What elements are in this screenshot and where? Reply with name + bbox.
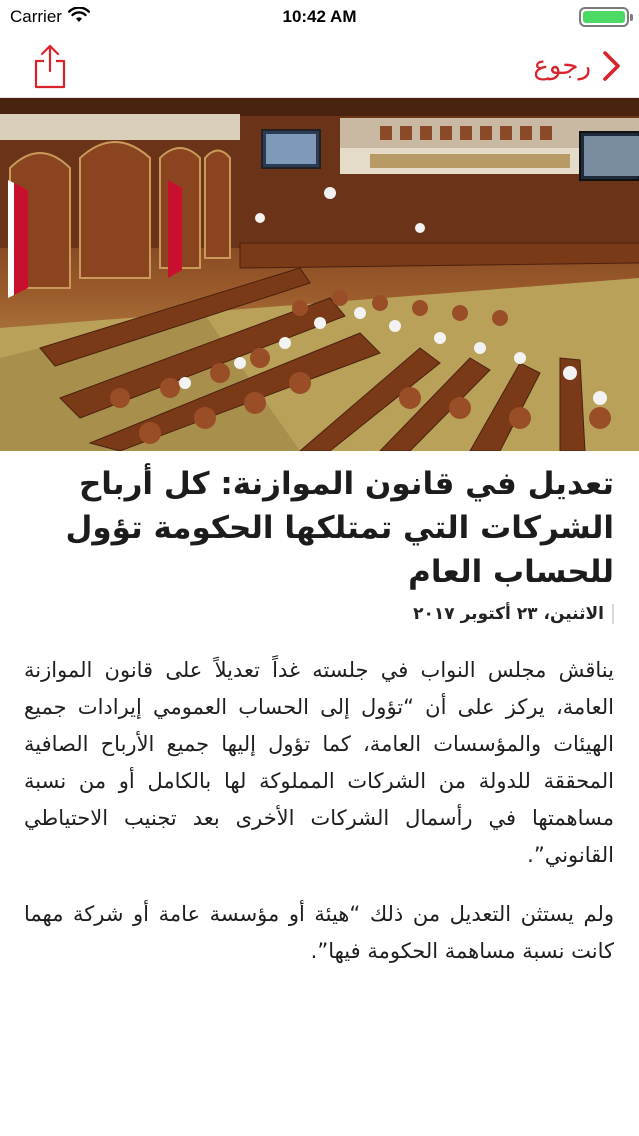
status-time: 10:42 AM — [282, 7, 357, 26]
article-paragraph: يناقش مجلس النواب في جلسته غداً تعديلاً على قانون الموازنة العامة، يركز على أن “تؤول إلى الحساب العمومي إيرادات جميع الهيئات والمؤسسات العامة، كما تؤول إليها جميع الأرباح الصافية المحققة للدولة من الشركات المملوكة لها بالكامل أو من نسبة مساهمتها في رأسمال الشركات الأخرى بعد تجنيب الاحتياطي القانوني”. — [24, 658, 614, 867]
back-button[interactable] — [533, 50, 621, 82]
carrier-label: Carrier — [10, 7, 62, 26]
status-right — [579, 7, 629, 27]
article-date: الاثنين، ٢٣ أكتوبر ٢٠١٧ — [413, 604, 614, 624]
article-headline: تعديل في قانون الموازنة: كل أرباح الشركات التي تمتلكها الحكومة تؤول للحساب العام — [65, 466, 614, 590]
parliament-chamber-photo — [0, 98, 639, 451]
chevron-right-icon — [601, 50, 621, 82]
article-hero-image — [0, 98, 639, 451]
share-icon — [33, 43, 67, 89]
status-bar — [0, 0, 639, 34]
back-label: رجوع — [533, 50, 591, 81]
status-left — [10, 7, 90, 28]
wifi-icon — [68, 7, 90, 28]
article — [24, 462, 614, 970]
share-button[interactable] — [30, 40, 70, 92]
nav-bar — [0, 34, 639, 98]
article-paragraph: ولم يستثن التعديل من ذلك “هيئة أو مؤسسة عامة أو شركة مهما كانت نسبة مساهمة الحكومة فيها”. — [24, 902, 614, 963]
battery-icon — [579, 7, 629, 27]
